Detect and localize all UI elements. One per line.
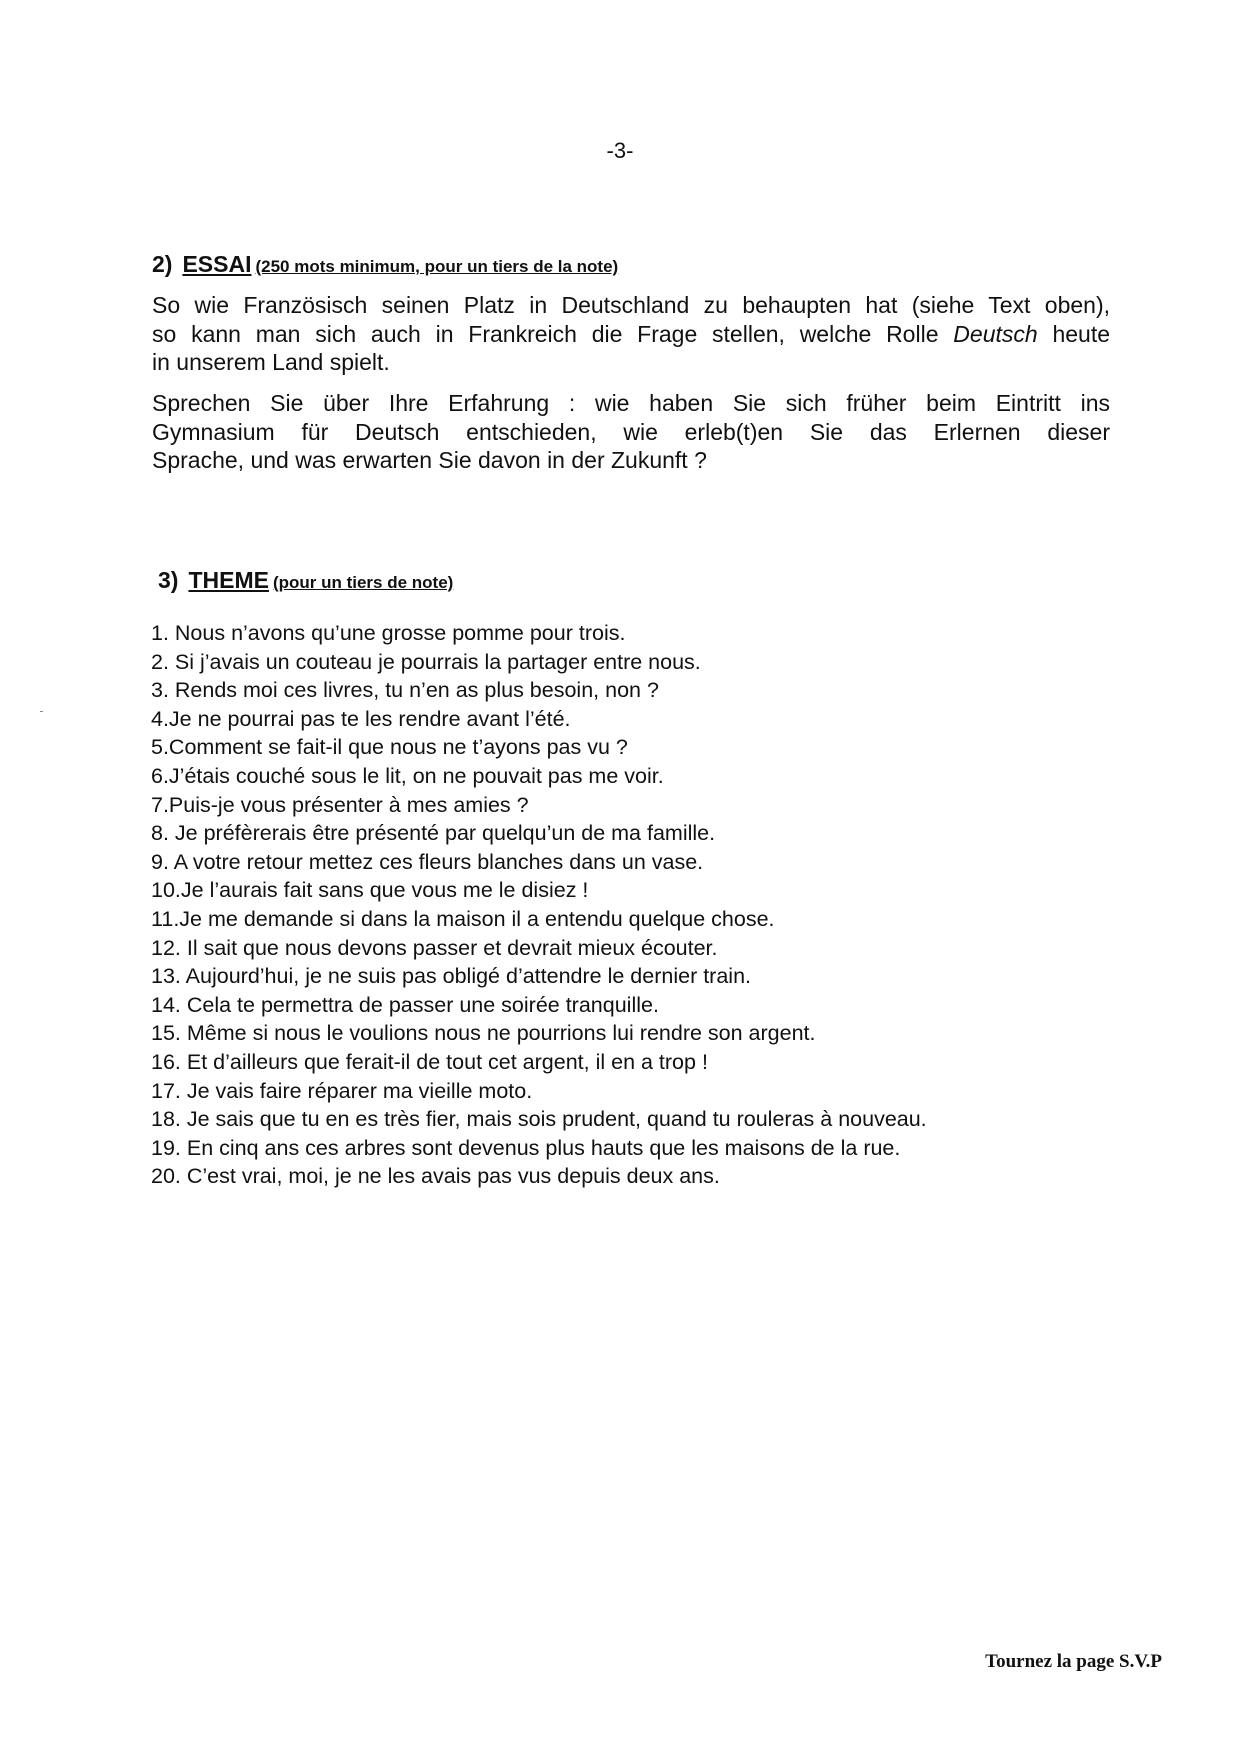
essai-p1-emphasis: Deutsch bbox=[953, 320, 1038, 347]
footer-turn-page: Tournez la page S.V.P bbox=[985, 1651, 1162, 1672]
theme-sentence: 1. Nous n’avons qu’une grosse pomme pour trois. bbox=[151, 621, 626, 645]
theme-sentence: 19. En cinq ans ces arbres sont devenus plus hauts que les maisons de la rue. bbox=[151, 1135, 901, 1160]
theme-sentence: 18. Je sais que tu en es très fier, mais sois prudent, quand tu rouleras à nouveau. bbox=[151, 1107, 927, 1132]
essai-note: (250 mots minimum, pour un tiers de la note) bbox=[255, 257, 619, 276]
essai-heading bbox=[152, 251, 618, 278]
essai-prompt-paragraph-2 bbox=[152, 389, 1110, 475]
essai-p1-line-1: So wie Französisch seinen Platz in Deutschland zu behaupten hat (siehe Text oben), bbox=[152, 292, 1110, 318]
theme-sentence: 20. C’est vrai, moi, je ne les avais pas vus depuis deux ans. bbox=[151, 1164, 720, 1189]
theme-sentence: 14. Cela te permettra de passer une soirée tranquille. bbox=[151, 992, 659, 1017]
theme-number: 3) bbox=[158, 567, 179, 593]
theme-sentence: 7.Puis-je vous présenter à mes amies ? bbox=[151, 792, 529, 817]
essai-prompt-paragraph-1 bbox=[152, 291, 1110, 377]
theme-sentence: 5.Comment se fait-il que nous ne t’ayons pas vu ? bbox=[151, 735, 628, 760]
page-number: -3- bbox=[606, 138, 634, 163]
essai-p1-line-3: in unserem Land spielt. bbox=[152, 349, 390, 376]
theme-heading bbox=[158, 567, 453, 594]
theme-sentence-list bbox=[151, 619, 927, 1191]
theme-sentence: 15. Même si nous le voulions nous ne pourrions lui rendre son argent. bbox=[151, 1021, 816, 1046]
essai-number: 2) bbox=[152, 251, 173, 277]
theme-sentence: 3. Rends moi ces livres, tu n’en as plus besoin, non ? bbox=[151, 678, 659, 703]
theme-sentence: 12. Il sait que nous devons passer et devrait mieux écouter. bbox=[151, 935, 718, 960]
essai-p2-line-3: Sprache, und was erwarten Sie davon in der Zukunft ? bbox=[152, 447, 707, 474]
theme-sentence: 17. Je vais faire réparer ma vieille moto. bbox=[151, 1078, 533, 1103]
essai-p1-line-2-end: heute bbox=[1052, 320, 1111, 347]
theme-sentence: 16. Et d’ailleurs que ferait-il de tout cet argent, il en a trop ! bbox=[151, 1049, 708, 1074]
theme-sentence: 8. Je préfèrerais être présenté par quelqu’un de ma famille. bbox=[151, 821, 716, 846]
theme-sentence: 11.Je me demande si dans la maison il a entendu quelque chose. bbox=[151, 906, 775, 931]
essai-p1-line-2 bbox=[152, 320, 1110, 349]
theme-sentence: 9. A votre retour mettez ces fleurs blanches dans un vase. bbox=[151, 849, 704, 874]
essai-p2-line-1: Sprechen Sie über Ihre Erfahrung : wie haben Sie sich früher beim Eintritt ins bbox=[152, 390, 1110, 416]
theme-sentence: 6.J’étais couché sous le lit, on ne pouvait pas me voir. bbox=[151, 763, 664, 788]
theme-sentence: 13. Aujourd’hui, je ne suis pas obligé d’attendre le dernier train. bbox=[151, 964, 751, 989]
margin-speck bbox=[40, 711, 43, 712]
essai-p2-line-2: Gymnasium für Deutsch entschieden, wie erleb(t)en Sie das Erlernen dieser bbox=[152, 418, 1110, 445]
theme-sentence: 2. Si j’avais un couteau je pourrais la partager entre nous. bbox=[151, 649, 701, 674]
theme-sentence: 4.Je ne pourrai pas te les rendre avant l’été. bbox=[151, 706, 571, 731]
essai-title: ESSAI bbox=[182, 251, 252, 277]
theme-title: THEME bbox=[188, 567, 269, 593]
theme-sentence: 10.Je l’aurais fait sans que vous me le disiez ! bbox=[151, 878, 589, 903]
theme-note: (pour un tiers de note) bbox=[272, 573, 454, 592]
essai-p1-line-2-text: so kann man sich auch in Frankreich die Frage stellen, welche Rolle bbox=[152, 320, 939, 347]
